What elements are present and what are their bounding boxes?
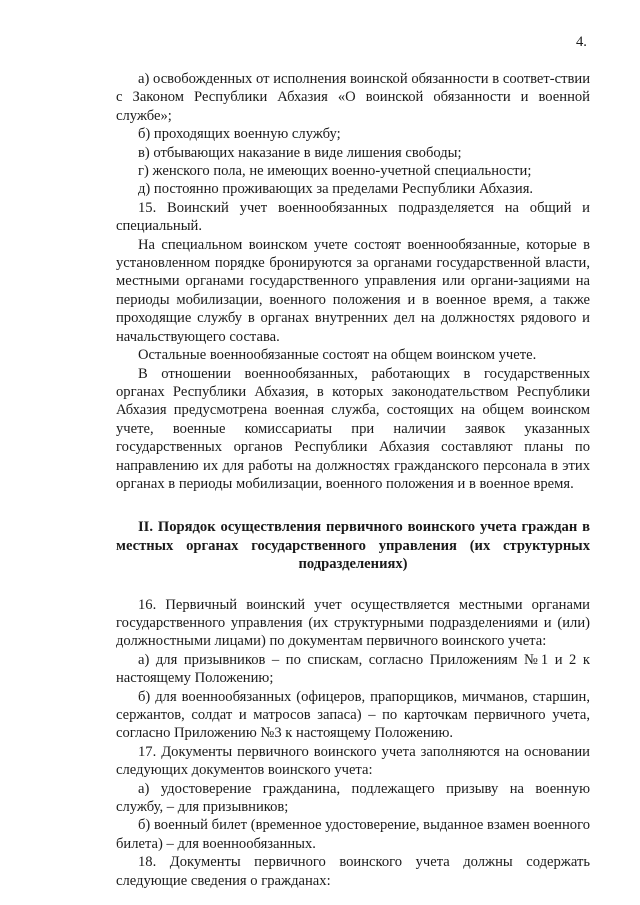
paragraph: На специальном воинском учете состоят военнообязанные, которые в установленном порядке бронируются за органами государственной власти, местными органами государственного управления или органи-зациями на периоды мобилизации, военного положения и в военное время, а также проходящие службу в органах внутренних дел на должностях рядового и начальствующего состава. bbox=[116, 236, 590, 345]
section-heading: II. Порядок осуществления первичного воинского учета граждан в местных органах государственного управления (их структурных подразделениях) bbox=[116, 519, 590, 573]
paragraph: д) постоянно проживающих за пределами Республики Абхазия. bbox=[138, 181, 534, 198]
paragraph: а) для призывников – по спискам, согласно Приложениям №1 и 2 к настоящему Положению; bbox=[116, 651, 590, 687]
paragraph: б) проходящих военную службу; bbox=[138, 126, 341, 143]
paragraph: В отношении военнообязанных, работающих в государственных органах Республики Абхазия, в которых законодательством Республики Абхазия предусмотрена военная служба, состоящих на общем воинском учете, военные комиссариаты при наличии заявок указанных государственных органов Республики Абхазия составляют планы по направлению их для работы на должностях гражданского персонала в этих органах в периоды мобилизации, военного положения и в военное время. bbox=[116, 365, 590, 492]
document-body bbox=[116, 70, 590, 890]
page-number: 4. bbox=[576, 34, 587, 50]
paragraph: а) удостоверение гражданина, подлежащего призыву на военную службу, – для призывников; bbox=[116, 780, 590, 816]
paragraph: 16. Первичный воинский учет осуществляется местными органами государственного управления (их структурными подразделениями и (или) должностными лицами) по документам первичного воинского учета: bbox=[116, 596, 590, 650]
paragraph: 17. Документы первичного воинского учета заполняются на основании следующих документов воинского учета: bbox=[116, 743, 590, 779]
paragraph: б) для военнообязанных (офицеров, прапорщиков, мичманов, старшин, сержантов, солдат и матросов запаса) – по карточкам первичного учета, согласно Приложению №3 к настоящему Положению. bbox=[116, 688, 590, 742]
paragraph: 15. Воинский учет военнообязанных подразделяется на общий и специальный. bbox=[116, 199, 590, 235]
paragraph: г) женского пола, не имеющих военно-учетной специальности; bbox=[138, 163, 532, 180]
paragraph: 18. Документы первичного воинского учета должны содержать следующие сведения о гражданах: bbox=[116, 854, 590, 889]
paragraph: а) освобожденных от исполнения воинской обязанности в соответ-ствии с Законом Республики Абхазия «О воинской обязанности и военной службе»; bbox=[116, 71, 590, 124]
paragraph: Остальные военнообязанные состоят на общем воинском учете. bbox=[138, 347, 537, 364]
paragraph: в) отбывающих наказание в виде лишения свободы; bbox=[138, 144, 462, 161]
paragraph: б) военный билет (временное удостоверение, выданное взамен военного билета) – для военнообязанных. bbox=[116, 817, 590, 852]
